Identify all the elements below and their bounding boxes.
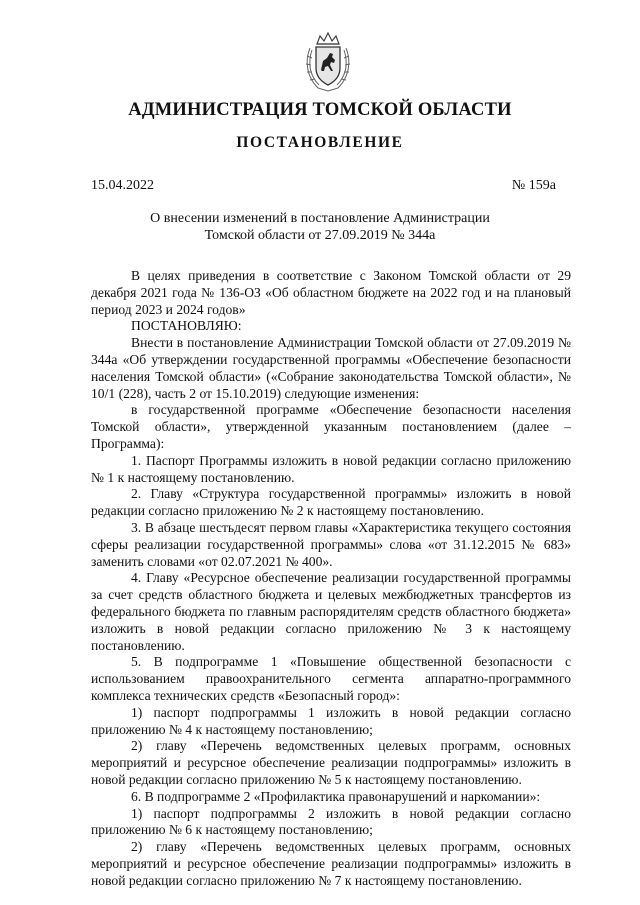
paragraph: 1. Паспорт Программы изложить в новой редакции согласно приложению № 1 к настоящему постановлению. bbox=[91, 452, 571, 485]
paragraph: 6. В подпрограмме 2 «Профилактика правонарушений и наркомании»: bbox=[131, 788, 541, 804]
paragraph: 1) паспорт подпрограммы 2 изложить в новой редакции согласно приложению № 6 к настоящему постановлению; bbox=[91, 805, 571, 838]
paragraph: 4. Главу «Ресурсное обеспечение реализации государственной программы за счет средств областного бюджета и целевых межбюджетных трансфертов из федерального бюджета по главным распорядителям средств областного бюджета» изложить в новой редакции согласно приложению № 3 к настоящему постановлению. bbox=[91, 570, 571, 653]
paragraph: 2) главу «Перечень ведомственных целевых программ, основных мероприятий и ресурсное обеспечение реализации подпрограммы» изложить в новой редакции согласно приложению № 7 к настоящему постановлению. bbox=[91, 839, 571, 888]
document-title bbox=[0, 210, 640, 244]
paragraph: в государственной программе «Обеспечение безопасности населения Томской области», утвержденной указанным постановлением (далее – Программа): bbox=[91, 402, 571, 451]
document-number: № 159а bbox=[511, 178, 556, 193]
paragraph: 5. В подпрограмме 1 «Повышение общественной безопасности с использованием правоохранительного сегмента аппаратно-программного комплекса технических средств «Безопасный город»: bbox=[91, 654, 571, 703]
preamble: В целях приведения в соответствие с Законом Томской области от 29 декабря 2021 года № 136-ОЗ «Об областном бюджете на 2022 год и на плановый период 2023 и 2024 годов» bbox=[91, 268, 571, 317]
title-line: О внесении изменений в постановление Администрации bbox=[150, 211, 490, 226]
document-date: 15.04.2022 bbox=[91, 178, 154, 193]
title-line: Томской области от 27.09.2019 № 344а bbox=[204, 228, 436, 243]
document-type: ПОСТАНОВЛЕНИЕ bbox=[236, 134, 404, 151]
decree-word: ПОСТАНОВЛЯЮ: bbox=[131, 318, 242, 334]
paragraph: 1) паспорт подпрограммы 1 изложить в новой редакции согласно приложению № 4 к настоящему постановлению; bbox=[91, 704, 571, 737]
paragraph: 2) главу «Перечень ведомственных целевых программ, основных мероприятий и ресурсное обеспечение реализации подпрограммы» изложить в новой редакции согласно приложению № 5 к настоящему постановлению. bbox=[91, 738, 571, 787]
paragraph: Внести в постановление Администрации Томской области от 27.09.2019 № 344а «Об утверждении государственной программы «Обеспечение безопасности населения Томской области» («Собрание законодательства Томской области», № 10/1 (228), часть 2 от 15.10.2019) следующие изменения: bbox=[91, 335, 571, 401]
document-body bbox=[91, 268, 571, 889]
tomsk-region-coat-of-arms-icon bbox=[300, 30, 356, 94]
paragraph: 2. Главу «Структура государственной программы» изложить в новой редакции согласно приложению № 2 к настоящему постановлению. bbox=[91, 486, 571, 519]
organization-name: АДМИНИСТРАЦИЯ ТОМСКОЙ ОБЛАСТИ bbox=[128, 100, 512, 120]
paragraph: 3. В абзаце шестьдесят первом главы «Характеристика текущего состояния сферы реализации государственной программы» слова «от 31.12.2015 № 683» заменить словами «от 02.07.2021 № 400». bbox=[91, 519, 571, 569]
